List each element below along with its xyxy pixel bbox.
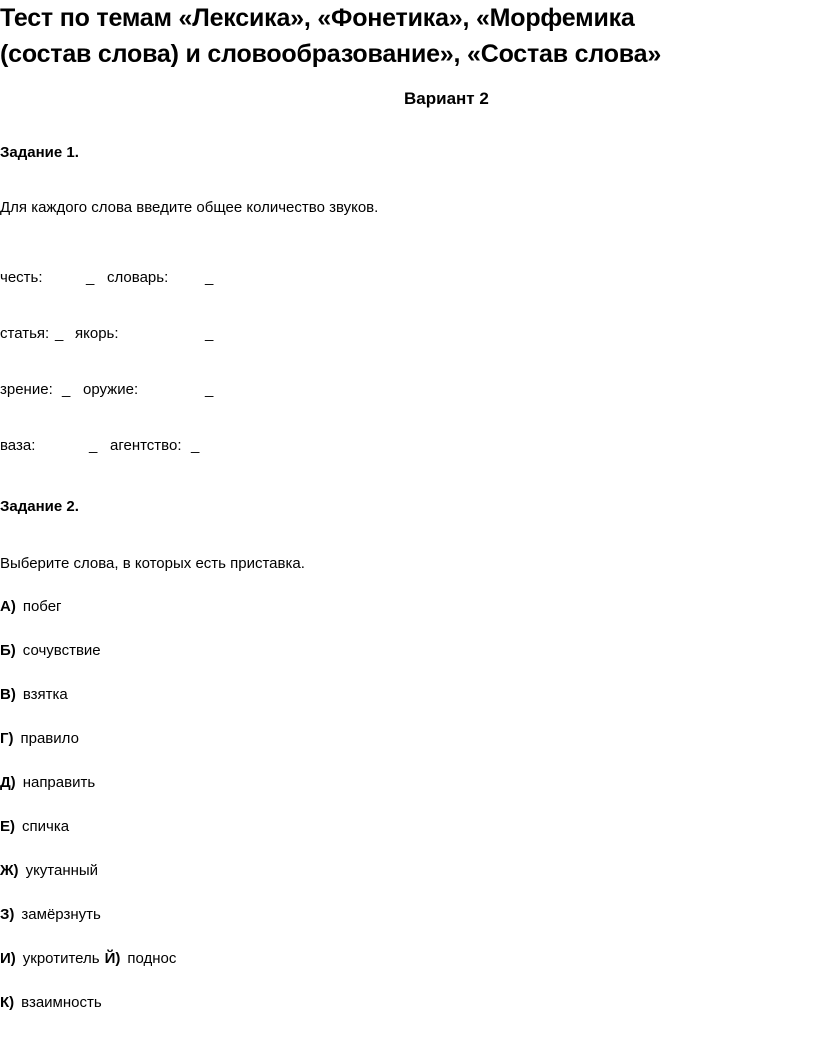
word-label: якорь:: [75, 325, 119, 342]
word-label: словарь:: [107, 269, 169, 286]
answer-blank[interactable]: _: [86, 269, 95, 286]
option-word: замёрзнуть: [21, 906, 101, 923]
option-letter: Д): [0, 774, 16, 791]
word-label: ваза:: [0, 437, 36, 454]
word-label: агентство:: [110, 437, 182, 454]
task1-instruction: Для каждого слова введите общее количество звуков.: [0, 199, 379, 216]
option-letter: Б): [0, 642, 16, 659]
variant-label: Вариант 2: [404, 89, 489, 108]
answer-blank[interactable]: _: [89, 437, 98, 454]
option-word: побег: [22, 598, 62, 615]
option-item[interactable]: [0, 818, 69, 835]
option-letter: Ж): [0, 862, 19, 879]
word-label: оружие:: [83, 381, 139, 398]
task2-instruction: Выберите слова, в которых есть приставка.: [0, 555, 305, 572]
option-letter: В): [0, 686, 16, 703]
task1-heading: Задание 1.: [0, 144, 79, 161]
word-label: зрение:: [0, 381, 53, 398]
answer-blank[interactable]: _: [205, 381, 214, 398]
option-item[interactable]: [0, 730, 79, 747]
task2-heading: Задание 2.: [0, 498, 79, 515]
option-item[interactable]: [0, 862, 98, 879]
option-letter: Й): [104, 950, 121, 967]
answer-blank[interactable]: _: [205, 325, 214, 342]
answer-blank[interactable]: _: [205, 269, 214, 286]
option-letter: Е): [0, 818, 15, 835]
option-word: укротитель: [22, 950, 100, 967]
option-word: укутанный: [25, 862, 99, 879]
option-letter: З): [0, 906, 15, 923]
option-item[interactable]: [0, 994, 102, 1011]
word-label: статья:: [0, 325, 50, 342]
option-word: поднос: [127, 950, 177, 967]
option-word: сочувствие: [22, 642, 101, 659]
option-word: взятка: [22, 686, 68, 703]
answer-blank[interactable]: _: [55, 325, 64, 342]
option-item[interactable]: [0, 906, 101, 923]
page-title-line-2: (состав слова) и словообразование», «Состав слова»: [0, 40, 662, 68]
option-item[interactable]: [0, 774, 95, 791]
answer-blank[interactable]: _: [191, 437, 200, 454]
option-item[interactable]: [0, 598, 62, 615]
option-word: направить: [22, 774, 96, 791]
option-letter: К): [0, 994, 15, 1011]
page-title-line-1: Тест по темам «Лексика», «Фонетика», «Морфемика: [0, 4, 635, 32]
option-word: спичка: [22, 818, 70, 835]
option-letter: Г): [0, 730, 14, 747]
option-letter: А): [0, 598, 16, 615]
option-word: правило: [20, 730, 79, 747]
answer-blank[interactable]: _: [62, 381, 71, 398]
option-word: взаимность: [21, 994, 102, 1011]
option-item-pair[interactable]: [0, 950, 176, 967]
word-label: честь:: [0, 269, 43, 286]
option-item[interactable]: [0, 686, 68, 703]
option-letter: И): [0, 950, 16, 967]
option-item[interactable]: [0, 642, 101, 659]
